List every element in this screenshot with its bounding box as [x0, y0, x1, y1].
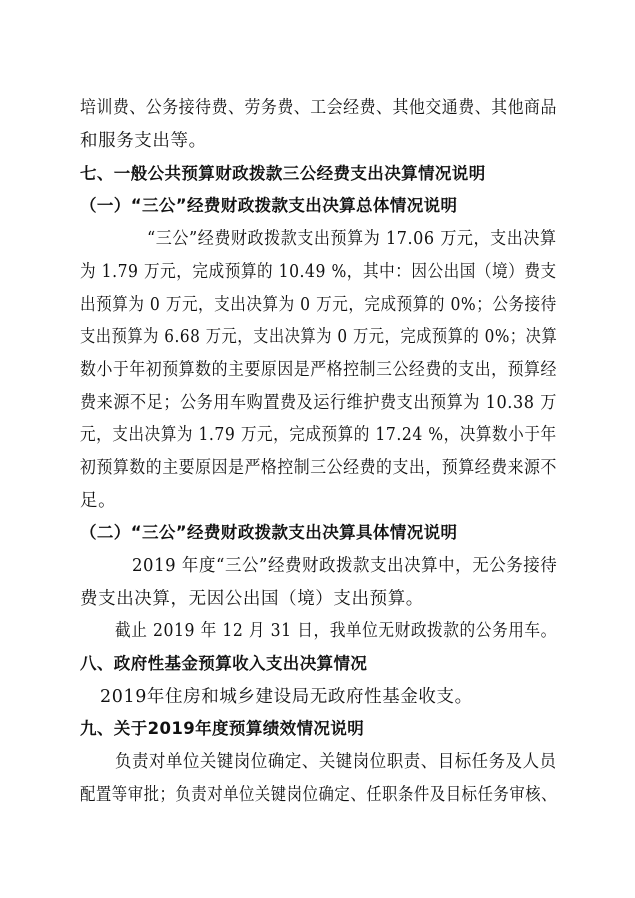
paragraph-line: 费支出决算，无因公出国（境）支出预算。	[80, 589, 424, 609]
section-heading-9: 九、关于2019年度预算绩效情况说明	[80, 719, 365, 738]
paragraph-line: 和服务支出等。	[80, 131, 207, 151]
paragraph-line: 培训费、公务接待费、劳务费、工会经费、其他交通费、其他商品	[80, 98, 557, 118]
paragraph-line: 支出预算为 6.68 万元，支出决算为 0 万元，完成预算的 0%；决算	[80, 327, 558, 347]
subsection-heading-1: （一）“三公”经费财政拨款支出决算总体情况说明	[80, 196, 458, 215]
section-heading-8: 八、政府性基金预算收入支出决算情况	[80, 654, 368, 673]
paragraph-line: “三公”经费财政拨款支出预算为 17.06 万元，支出决算	[147, 229, 557, 249]
paragraph-line: 元，支出决算为 1.79 万元，完成预算的 17.24 %，决算数小于年	[80, 425, 557, 445]
paragraph-line: 2019年住房和城乡建设局无政府性基金收支。	[100, 687, 473, 707]
paragraph-line: 初预算数的主要原因是严格控制三公经费的支出，预算经费来源不	[80, 458, 557, 478]
paragraph-line: 出预算为 0 万元，支出决算为 0 万元，完成预算的 0%；公务接待	[80, 295, 557, 315]
paragraph-line: 负责对单位关键岗位确定、关键岗位职责、目标任务及人员	[115, 752, 557, 772]
subsection-heading-2: （二）“三公”经费财政拨款支出决算具体情况说明	[80, 523, 458, 542]
section-heading-7: 七、一般公共预算财政拨款三公经费支出决算情况说明	[80, 164, 486, 183]
paragraph-line: 配置等审批；负责对单位关键岗位确定、任职条件及目标任务审核、	[80, 785, 558, 805]
paragraph-line: 为 1.79 万元，完成预算的 10.49 %，其中：因公出国（境）费支	[80, 262, 557, 282]
paragraph-line: 数小于年初预算数的主要原因是严格控制三公经费的支出，预算经	[80, 360, 557, 380]
paragraph-line: 足。	[80, 491, 117, 511]
paragraph-line: 截止 2019 年 12 月 31 日，我单位无财政拨款的公务用车。	[115, 621, 557, 641]
paragraph-line: 费来源不足；公务用车购置费及运行维护费支出预算为 10.38 万	[80, 393, 557, 413]
paragraph-line: 2019 年度“三公”经费财政拨款支出决算中，无公务接待	[132, 556, 558, 576]
